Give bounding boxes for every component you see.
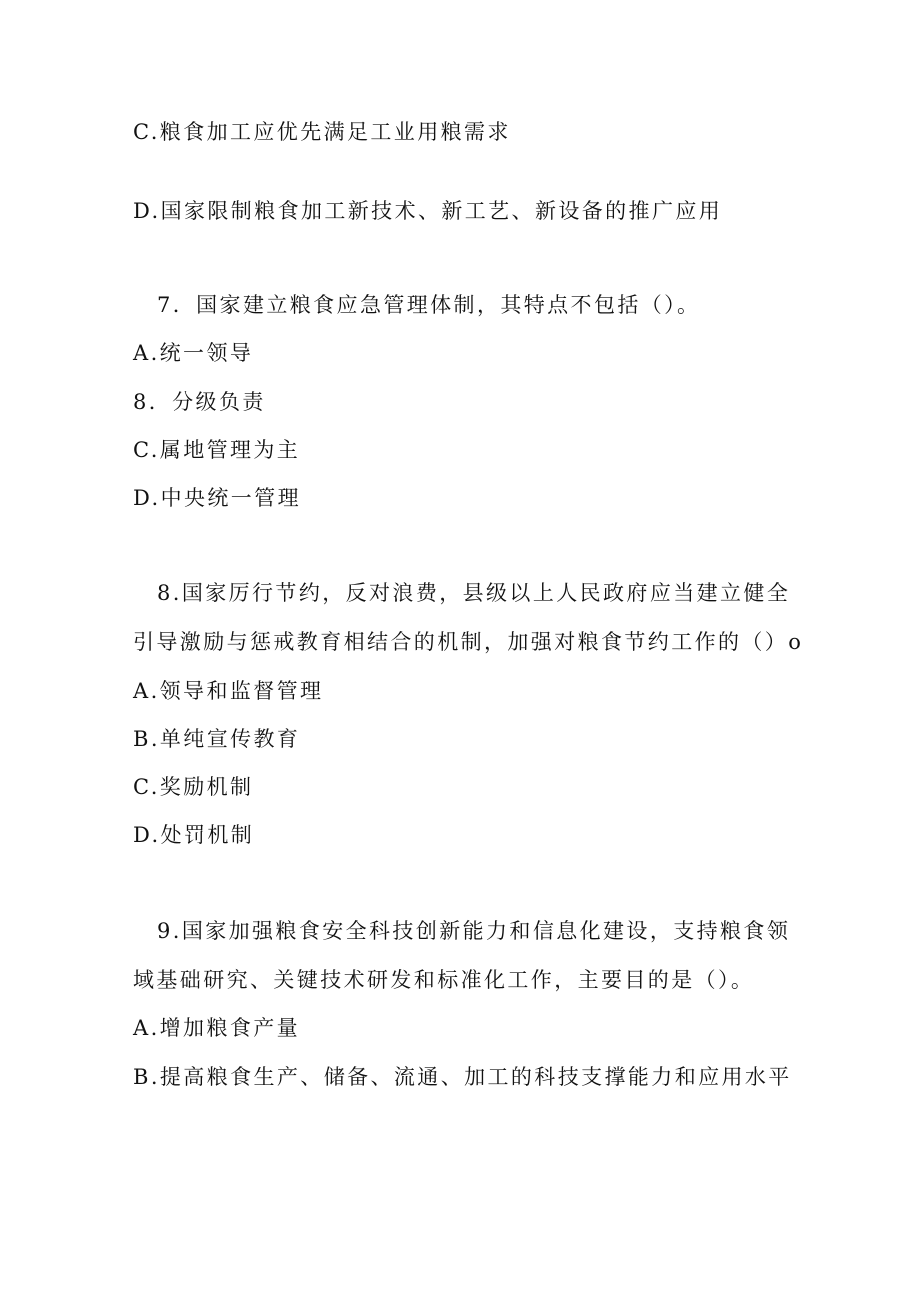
option-a-q8: A.领导和监督管理 — [133, 679, 324, 703]
option-c-q6: C.粮食加工应优先满足工业用粮需求 — [133, 120, 511, 144]
option-d-q7: D.中央统一管理 — [133, 486, 301, 510]
option-b-q7: 8．分级负责 — [133, 390, 266, 414]
question-8-line-1: 8.国家厉行节约，反对浪费，县级以上人民政府应当建立健全 — [157, 581, 791, 605]
option-c-q8: C.奖励机制 — [133, 775, 254, 799]
question-9-line-2: 域基础研究、关键技术研发和标准化工作，主要目的是（）。 — [133, 968, 755, 992]
question-9-line-1: 9.国家加强粮食安全科技创新能力和信息化建设，支持粮食领 — [157, 919, 791, 943]
question-8-line-2: 引导激励与惩戒教育相结合的机制，加强对粮食节约工作的（）o — [133, 630, 804, 654]
option-b-q9: B.提高粮食生产、储备、流通、加工的科技支撑能力和应用水平 — [133, 1065, 792, 1089]
option-c-q7: C.属地管理为主 — [133, 438, 301, 462]
option-a-q7: A.统一领导 — [133, 341, 254, 365]
question-7: 7．国家建立粮食应急管理体制，其特点不包括（）。 — [157, 293, 701, 317]
option-b-q8: B.单纯宣传教育 — [133, 727, 301, 751]
option-d-q8: D.处罚机制 — [133, 823, 255, 847]
option-d-q6: D.国家限制粮食加工新技术、新工艺、新设备的推广应用 — [133, 199, 723, 223]
option-a-q9: A.增加粮食产量 — [133, 1016, 301, 1040]
